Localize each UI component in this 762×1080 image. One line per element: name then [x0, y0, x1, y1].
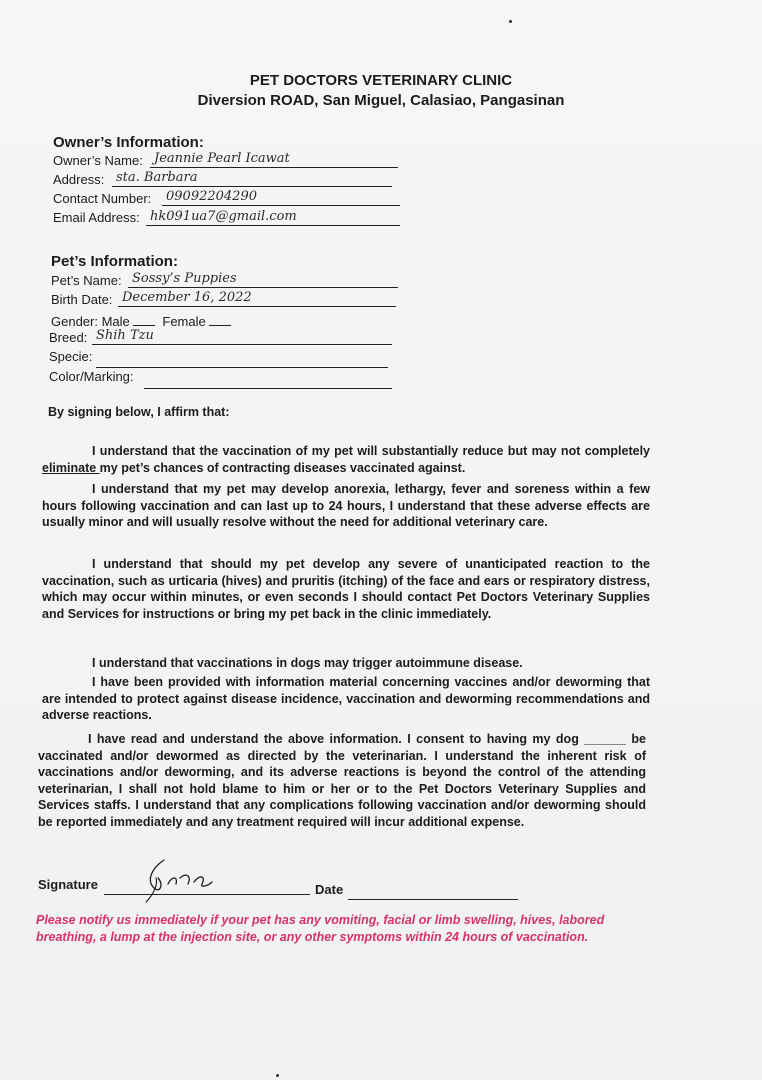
- date-label: Date: [315, 882, 344, 897]
- breed-label: Breed:: [49, 330, 88, 345]
- clinic-address: Diversion ROAD, San Miguel, Calasiao, Pangasinan: [197, 92, 565, 109]
- owner-address-label: Address:: [53, 172, 105, 187]
- birth-date-label: Birth Date:: [51, 292, 113, 307]
- underlined-word: eliminate: [42, 460, 100, 475]
- notice-text: Please notify us immediately if your pet has any vomiting, facial or limb swelling, hives, labored breathing, a lump at the injection site, or any other symptoms within 24 hours of vaccination.: [36, 913, 605, 944]
- gender-male-blank[interactable]: [133, 313, 155, 326]
- paragraph-text: my pet’s chances of contracting diseases vaccinated against.: [99, 460, 466, 475]
- paragraph-severe-reaction: I understand that should my pet develop any severe of unanticipated reaction to the vaccination, such as urticaria (hives) and pruritis (itching) of the face and ears or respiratory distress, which may occur within minutes, or even seconds I should contact Pet Doctors Veterinary Supplies and Services for instructions or bring my pet back in the clinic immediately.: [42, 557, 650, 621]
- pet-section-title: Pet’s Information:: [51, 253, 178, 270]
- birth-date-field[interactable]: December 16, 2022: [118, 291, 396, 307]
- specie-field[interactable]: [96, 352, 388, 368]
- pet-name-field[interactable]: Sossy’s Puppies: [128, 272, 398, 288]
- specie-label: Specie:: [49, 349, 93, 364]
- contact-number-label: Contact Number:: [53, 191, 152, 206]
- contact-number-field[interactable]: 09092204290: [162, 190, 400, 206]
- scan-speck: [509, 20, 512, 23]
- gender-row: [51, 313, 231, 329]
- owner-address-field[interactable]: sta. Barbara: [112, 171, 392, 187]
- gender-male-label: Gender: Male: [51, 314, 130, 329]
- scan-speck: [276, 1074, 279, 1077]
- clinic-name: PET DOCTORS VETERINARY CLINIC: [249, 72, 513, 89]
- paragraph-vaccination-effect: [42, 443, 650, 476]
- paragraph-consent: I have read and understand the above information. I consent to having my dog ______ be vaccinated and/or dewormed as directed by the veterinarian. I understand the inherent risk of vaccinations and/or deworming, and its adverse reactions is beyond the control of the attending veterinarian, I shall not hold blame to him or her or to the Pet Doctors Veterinary Supplies and Services staffs. I understand that any complications following vaccination and/or deworming should be reported immediately and any treatment required will incur additional expense.: [38, 732, 646, 829]
- paragraph-information-material: I have been provided with information material concerning vaccines and/or deworming that are intended to protect against disease incidence, vaccination and deworming recommendations and adverse reactions.: [42, 675, 650, 722]
- color-marking-field[interactable]: [144, 373, 392, 389]
- email-field[interactable]: hk091ua7@gmail.com: [146, 210, 400, 226]
- gender-female-label: Female: [162, 314, 206, 329]
- pet-name-label: Pet’s Name:: [51, 273, 122, 288]
- signature-scribble-icon: [142, 854, 262, 904]
- signature-label: Signature: [38, 877, 98, 892]
- paragraph-side-effects: I understand that my pet may develop anorexia, lethargy, fever and soreness within a few hours following vaccination and can last up to 24 hours, I understand that these adverse effects are usually minor and will usually resolve without the need for additional veterinary care.: [42, 482, 650, 529]
- owner-name-field[interactable]: Jeannie Pearl Icawat: [150, 152, 398, 168]
- email-label: Email Address:: [53, 210, 140, 225]
- paragraph-autoimmune: I understand that vaccinations in dogs may trigger autoimmune disease.: [92, 656, 523, 670]
- date-field[interactable]: [348, 885, 518, 900]
- color-marking-label: Color/Marking:: [49, 369, 134, 384]
- paragraph-text: I understand that the vaccination of my pet will substantially reduce but may not completely: [92, 444, 650, 458]
- gender-female-blank[interactable]: [209, 313, 231, 326]
- affirm-intro: By signing below, I affirm that:: [48, 405, 230, 419]
- owner-name-label: Owner’s Name:: [53, 153, 143, 168]
- owner-section-title: Owner’s Information:: [53, 134, 204, 151]
- signature-field[interactable]: [104, 880, 310, 895]
- breed-field[interactable]: Shih Tzu: [92, 329, 392, 345]
